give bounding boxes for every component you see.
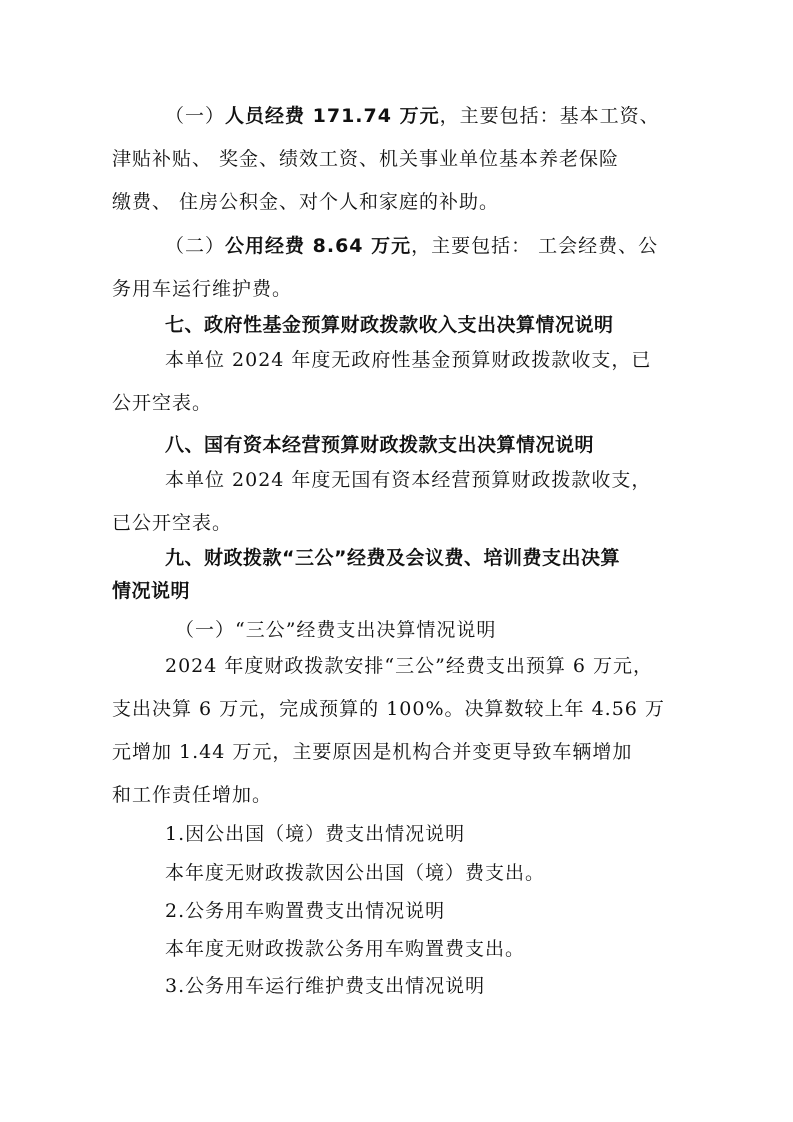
three-public-para-line-2: 支出决算 6 万元，完成预算的 100%。决算数较上年 4.56 万 — [112, 698, 665, 720]
section-9-subheading-1: （一）“三公”经费支出决算情况说明 — [175, 619, 497, 641]
section-8-heading: 八、国有资本经营预算财政拨款支出决算情况说明 — [165, 434, 595, 456]
section-9-heading-line-1: 九、财政拨款“三公”经费及会议费、培训费支出决算 — [165, 547, 620, 569]
personnel-expense-line-3: 缴费、 住房公积金、对个人和家庭的补助。 — [112, 191, 500, 213]
section-9-heading-line-2: 情况说明 — [112, 580, 191, 602]
section-7-heading: 七、政府性基金预算财政拨款收入支出决算情况说明 — [165, 314, 614, 336]
three-public-para-line-4: 和工作责任增加。 — [112, 784, 273, 806]
public-expense-text: ，主要包括： 工会经费、公 — [411, 235, 659, 257]
section-8-line-2: 已公开空表。 — [112, 512, 233, 534]
item-2-title: 2.公务用车购置费支出情况说明 — [165, 900, 446, 922]
section-7-line-2: 公开空表。 — [112, 392, 213, 414]
personnel-expense-line-2: 津贴补贴、 奖金、绩效工资、机关事业单位基本养老保险 — [112, 148, 620, 170]
item-2-text: 本年度无财政拨款公务用车购置费支出。 — [165, 938, 526, 960]
section-7-line-1: 本单位 2024 年度无政府性基金预算财政拨款收支，已 — [165, 349, 652, 371]
item-1-text: 本年度无财政拨款因公出国（境）费支出。 — [165, 862, 546, 884]
public-expense-label: 公用经费 8.64 万元 — [225, 235, 412, 257]
personnel-expense-line-1 — [165, 103, 685, 129]
three-public-para-line-3: 元增加 1.44 万元，主要原因是机构合并变更导致车辆增加 — [112, 741, 633, 763]
item-1-title: 1.因公出国（境）费支出情况说明 — [165, 823, 466, 845]
item-marker-1: （一） — [165, 105, 226, 127]
item-marker-2: （二） — [165, 235, 226, 257]
public-expense-line-1 — [165, 233, 685, 259]
section-8-line-1: 本单位 2024 年度无国有资本经营预算财政拨款收支， — [165, 469, 652, 491]
personnel-expense-label: 人员经费 171.74 万元 — [225, 105, 440, 127]
item-3-title: 3.公务用车运行维护费支出情况说明 — [165, 975, 486, 997]
three-public-para-line-1: 2024 年度财政拨款安排“三公”经费支出预算 6 万元， — [165, 655, 653, 677]
personnel-expense-text: ，主要包括：基本工资、 — [439, 105, 660, 127]
public-expense-line-2: 务用车运行维护费。 — [112, 278, 293, 300]
